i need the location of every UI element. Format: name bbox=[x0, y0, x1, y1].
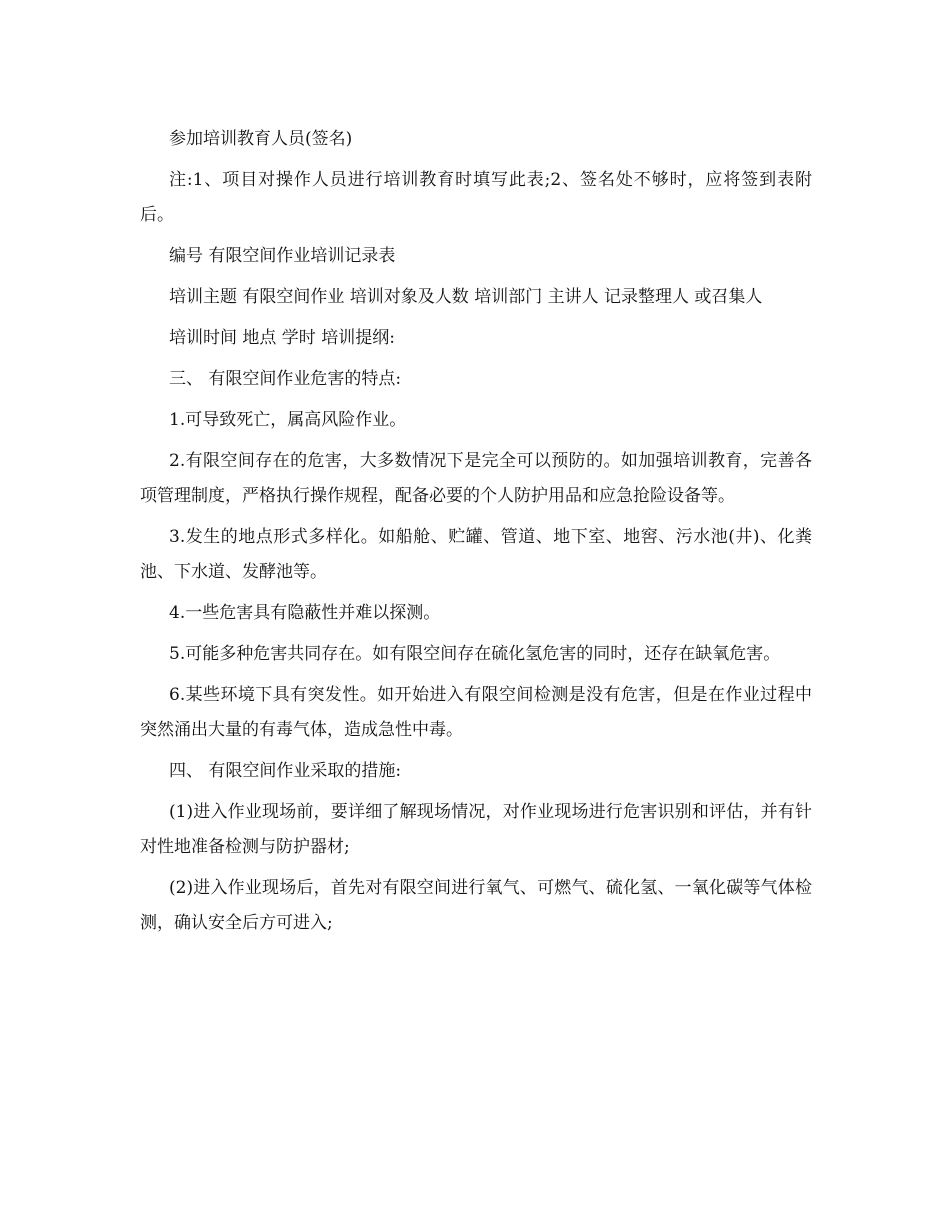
signature-line: 参加培训教育人员(签名) bbox=[169, 129, 353, 149]
hazard-item-2: 2.有限空间存在的危害，大多数情况下是完全可以预防的。如加强培训教育，完善各项管理制度，严格执行操作规程，配备必要的个人防护用品和应急抢险设备等。 bbox=[140, 451, 812, 506]
hazard-item-6: 6.某些环境下具有突发性。如开始进入有限空间检测是没有危害，但是在作业过程中突然涌出大量的有毒气体，造成急性中毒。 bbox=[140, 685, 812, 740]
training-time-line: 培训时间 地点 学时 培训提纲: bbox=[169, 328, 395, 348]
section-three-heading: 三、 有限空间作业危害的特点: bbox=[169, 369, 402, 389]
note-paragraph: 注:1、项目对操作人员进行培训教育时填写此表;2、签名处不够时，应将签到表附后。 bbox=[140, 170, 812, 225]
measure-item-2: (2)进入作业现场后，首先对有限空间进行氧气、可燃气、硫化氢、一氧化碳等气体检测，确认安全后方可进入; bbox=[140, 878, 812, 933]
hazard-item-4: 4.一些危害具有隐蔽性并难以探测。 bbox=[169, 603, 441, 623]
hazard-item-3: 3.发生的地点形式多样化。如船舱、贮罐、管道、地下室、地窖、污水池(井)、化粪池、下水道、发酵池等。 bbox=[140, 527, 812, 582]
training-topic-line: 培训主题 有限空间作业 培训对象及人数 培训部门 主讲人 记录整理人 或召集人 bbox=[169, 287, 763, 307]
hazard-item-5: 5.可能多种危害共同存在。如有限空间存在硫化氢危害的同时，还存在缺氧危害。 bbox=[169, 644, 781, 664]
document-body bbox=[140, 122, 812, 947]
measure-item-1: (1)进入作业现场前，要详细了解现场情况，对作业现场进行危害识别和评估，并有针对性地准备检测与防护器材; bbox=[140, 802, 812, 857]
section-four-heading: 四、 有限空间作业采取的措施: bbox=[169, 761, 402, 781]
record-number-title: 编号 有限空间作业培训记录表 bbox=[169, 246, 396, 266]
hazard-item-1: 1.可导致死亡，属高风险作业。 bbox=[169, 410, 407, 430]
